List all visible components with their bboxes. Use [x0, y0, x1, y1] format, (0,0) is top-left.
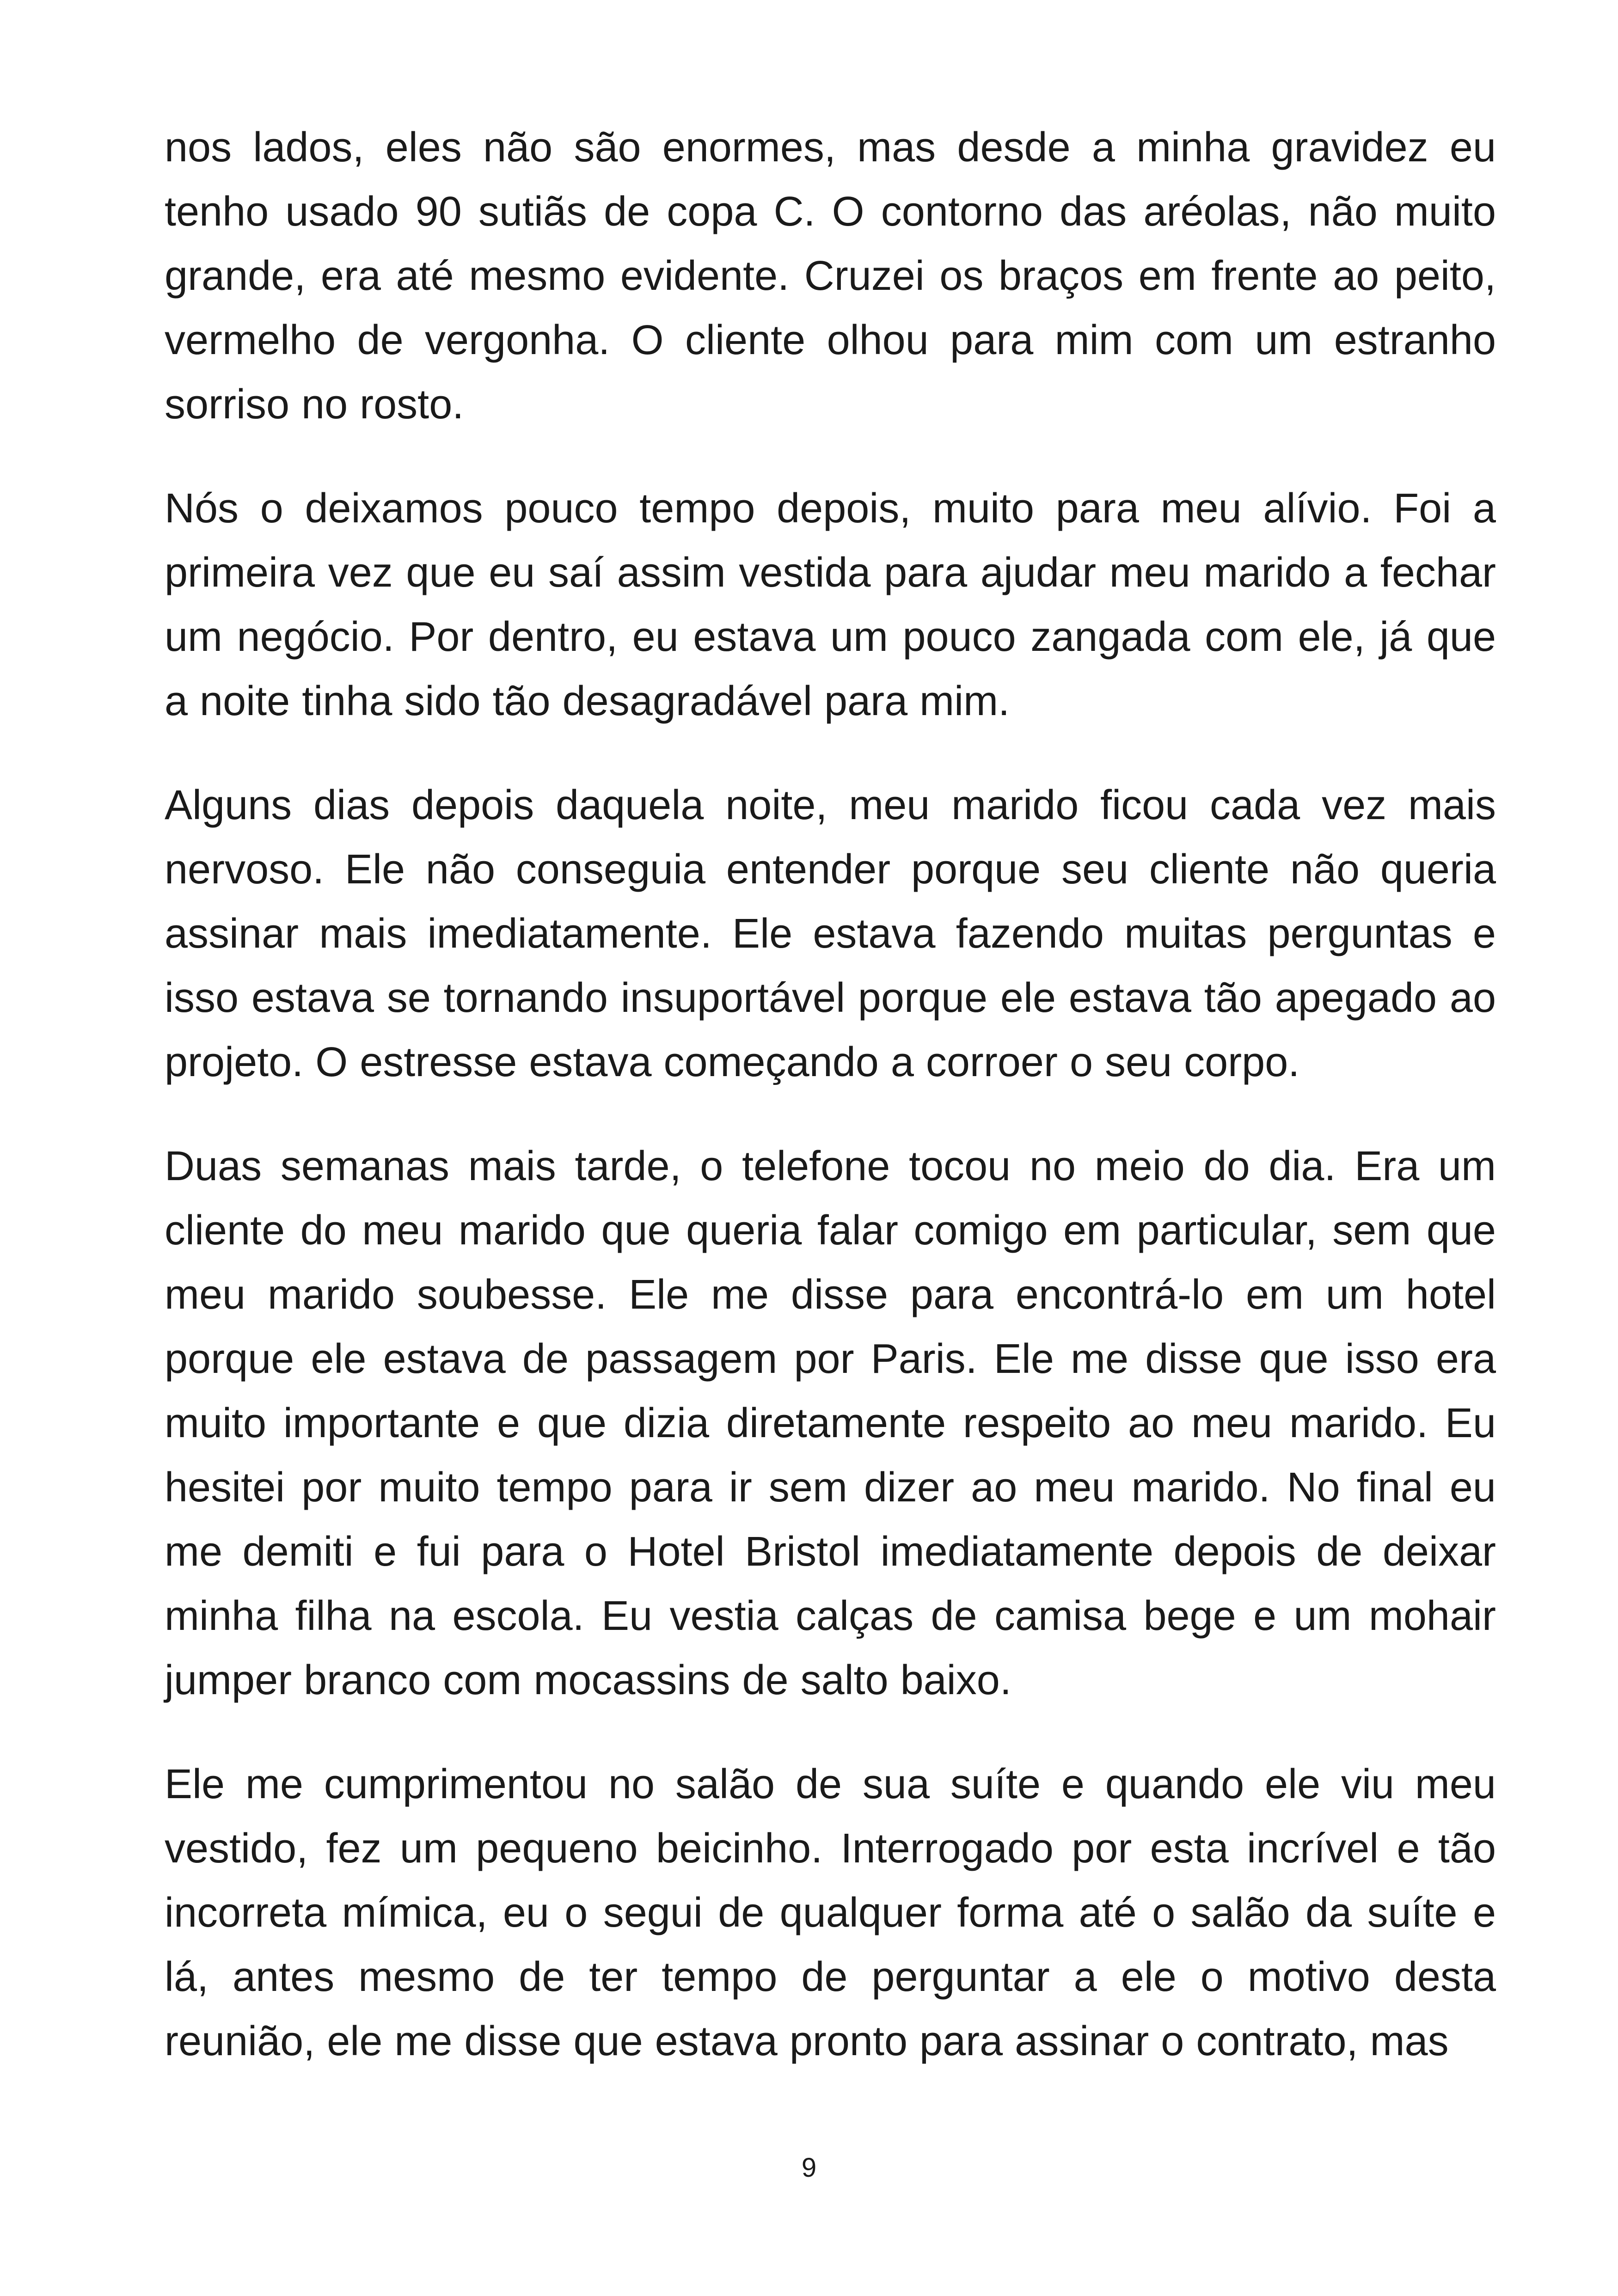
paragraph: Duas semanas mais tarde, o telefone tocou no meio do dia. Era um cliente do meu marido que queria falar comigo em particular, sem que meu marido soubesse. Ele me disse para encontrá-lo em um hotel porque ele estava de passagem por Paris. Ele me disse que isso era muito importante e que dizia diretamente respeito ao meu marido. Eu hesitei por muito tempo para ir sem dizer ao meu marido. No final eu me demiti e fui para o Hotel Bristol imediatamente depois de deixar minha filha na escola. Eu vestia calças de camisa bege e um mohair jumper branco com mocassins de salto baixo. [165, 1143, 1496, 1703]
paragraph: Nós o deixamos pouco tempo depois, muito para meu alívio. Foi a primeira vez que eu saí assim vestida para ajudar meu marido a fechar um negócio. Por dentro, eu estava um pouco zangada com ele, já que a noite tinha sido tão desagradável para mim. [165, 485, 1496, 724]
page-number: 9 [801, 2153, 817, 2183]
paragraph: nos lados, eles não são enormes, mas desde a minha gravidez eu tenho usado 90 sutiãs de copa C. O contorno das aréolas, não muito grande, era até mesmo evidente. Cruzei os braços em frente ao peito, vermelho de vergonha. O cliente olhou para mim com um estranho sorriso no rosto. [165, 124, 1496, 428]
document-body [165, 116, 1496, 2113]
paragraph: Alguns dias depois daquela noite, meu marido ficou cada vez mais nervoso. Ele não conseguia entender porque seu cliente não queria assinar mais imediatamente. Ele estava fazendo muitas perguntas e isso estava se tornando insuportável porque ele estava tão apegado ao projeto. O estresse estava começando a corroer o seu corpo. [165, 782, 1496, 1085]
paragraph: Ele me cumprimentou no salão de sua suíte e quando ele viu meu vestido, fez um pequeno beicinho. Interrogado por esta incrível e tão incorreta mímica, eu o segui de qualquer forma até o salão da suíte e lá, antes mesmo de ter tempo de perguntar a ele o motivo desta reunião, ele me disse que estava pronto para assinar o contrato, mas [165, 1761, 1496, 2064]
